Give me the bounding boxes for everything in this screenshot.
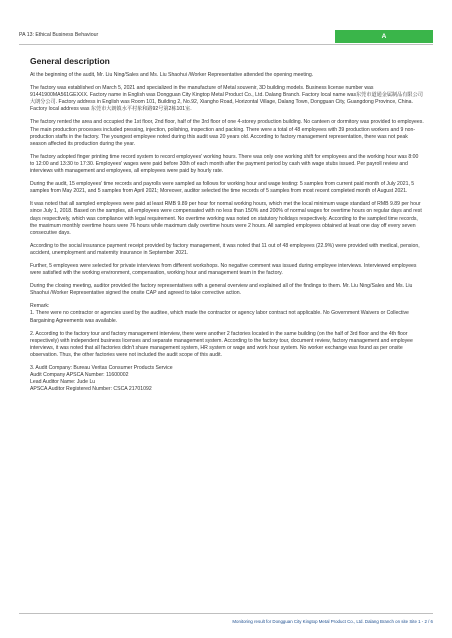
section-heading: General description bbox=[30, 56, 110, 66]
paragraph-time-records: The factory adopted finger printing time record system to record employees' working hours. There was only one working shift for employees and the working hour was 8:00 to 12:00 and 13:30 to 17:30. Employees' wages were paid before 30th of each month after the payment period by cash with wage stubs issued. Per payroll review and interviews with management and employees, all employees were paid by hourly rate. bbox=[30, 153, 419, 175]
remark-item: 1. There were no contractor or agencies used by the auditee, which made the contractor or agency labor contract not applicable. No Government Waivers or Collective Bargaining Agreements was available. bbox=[30, 310, 409, 324]
paragraph-interviews: Further, 5 employees were selected for private interviews from different workshops. No negative comment was issued during employee interviews. Interviewed employees were satisfied with the working environment, compensation, working hour and management team in the factory. bbox=[30, 262, 417, 277]
paragraph-closing-meeting: During the closing meeting, auditor provided the factory representatives with a general overview and explained all of the findings to them. Mr. Liu Ning/Sales and Ms. Liu Shaohui /Worker Representative signed the onsite CAP and agreed to take corrective action. bbox=[30, 283, 413, 297]
auditor-registered-number-line: APSCA Auditor Registered Number: CSCA 21701092 bbox=[30, 386, 152, 393]
paragraph-sampling: During the audit, 15 employees' time records and payrolls were sampled as follows for working hour and wage testing: 5 samples from current paid month of July 2021, 5 samples from May 2021, and 5 samples from April 2021; Moreover, auditor selected the time records of 5 samples from most recent completed month of August 2021. bbox=[30, 181, 415, 195]
remark-title: Remark: bbox=[30, 303, 50, 310]
grade-badge: A bbox=[335, 30, 433, 43]
apsca-number-line: Audit Company APSCA Number: 11600002 bbox=[30, 372, 129, 379]
page-header bbox=[19, 30, 433, 45]
page-footer bbox=[19, 613, 433, 624]
content-area bbox=[30, 56, 424, 393]
paragraph-social-insurance: According to the social insurance payment receipt provided by factory management, it was noted that 11 out of 48 employees (22.9%) were provided with medical, pension, accident, unemployment and maternity insurance in September 2021. bbox=[30, 242, 420, 256]
remark-item: 2. According to the factory tour and factory management interview, there were another 2 factories located in the same building (on the half of 3rd floor and the 4th floor respectively) with independent business licenses and separate management system. According to the factory tour, document review, factory management and employee interviews, it was noted that all factories didn't share management system, HR system or wage and work hour system. No worker exchange was found as per onsite observation. Thus, the other factories were not included the audit scope of this audit. bbox=[30, 330, 413, 358]
paragraph-opening-meeting: At the beginning of the audit, Mr. Liu Ning/Sales and Ms. Liu Shaohui /Worker Representative attended the opening meeting. bbox=[30, 72, 314, 78]
paragraph-wages: It was noted that all sampled employees were paid at least RMB 9.89 per hour for normal working hours, which met the local minimum wage standard of RMB 9.89 per hour since July 1, 2018. Based on the samples, all employees were compensated with no less than 150% and 200% of normal wages for overtime hours on regular days and rest days respectively, which was compliance with legal requirement. No overtime working was noted on statutory holidays respectively. According to the sampled time records, the maximum monthly overtime hours were 76 hours while maximum daily overtime hours were 2 hours. All sampled employees obtained at least one day off every seven consecutive days. bbox=[30, 201, 422, 236]
footer-text: Monitoring result for Dongguan City Kingtop Metal Product Co., Ltd. Dalang Branch on site Site 1 - 2 / 6 bbox=[232, 619, 433, 624]
paragraph-factory-premises: The factory rented the area and occupied the 1st floor, 2nd floor, half of the 3rd floor of one 4-storey production building. No canteen or dormitory was provided to employees. The main production processes included pressing, injection, polishing, inspection and packing. There were a total of 48 employees with 39 production workers and 9 non-production staffs in the factory. The youngest employee noted during this audit was 20 years old. According to factory management representation, there was not peak season affected its production during the year. bbox=[30, 119, 424, 147]
paragraph-factory-info: The factory was established on March 5, 2021 and specialized in the manufacture of Metal souvenir, 3D building models. Business license number was 91441900MA561GEXXX. Factory name in English was Dongguan City Kingtop Metal Product Co., Ltd. Dalang Branch. Factory local name was东莞市道通金属制品有限公司大朗分公司. Factory address in English was Room 101, Building 2, No.92, Xiangho Road, Horizontal Village, Dalang Town, Dongguan City, Guangdong Province, China. Factory local address was 东莞市大朗镇水平村象和路92号第2栋101室. bbox=[30, 85, 423, 113]
lead-auditor-line: Lead Auditor Name: Jude Lu bbox=[30, 379, 96, 386]
audit-company-line: 3. Audit Company: Bureau Veritas Consumer Products Service bbox=[30, 365, 173, 371]
section-label: PA 13: Ethical Business Behaviour bbox=[19, 32, 99, 38]
